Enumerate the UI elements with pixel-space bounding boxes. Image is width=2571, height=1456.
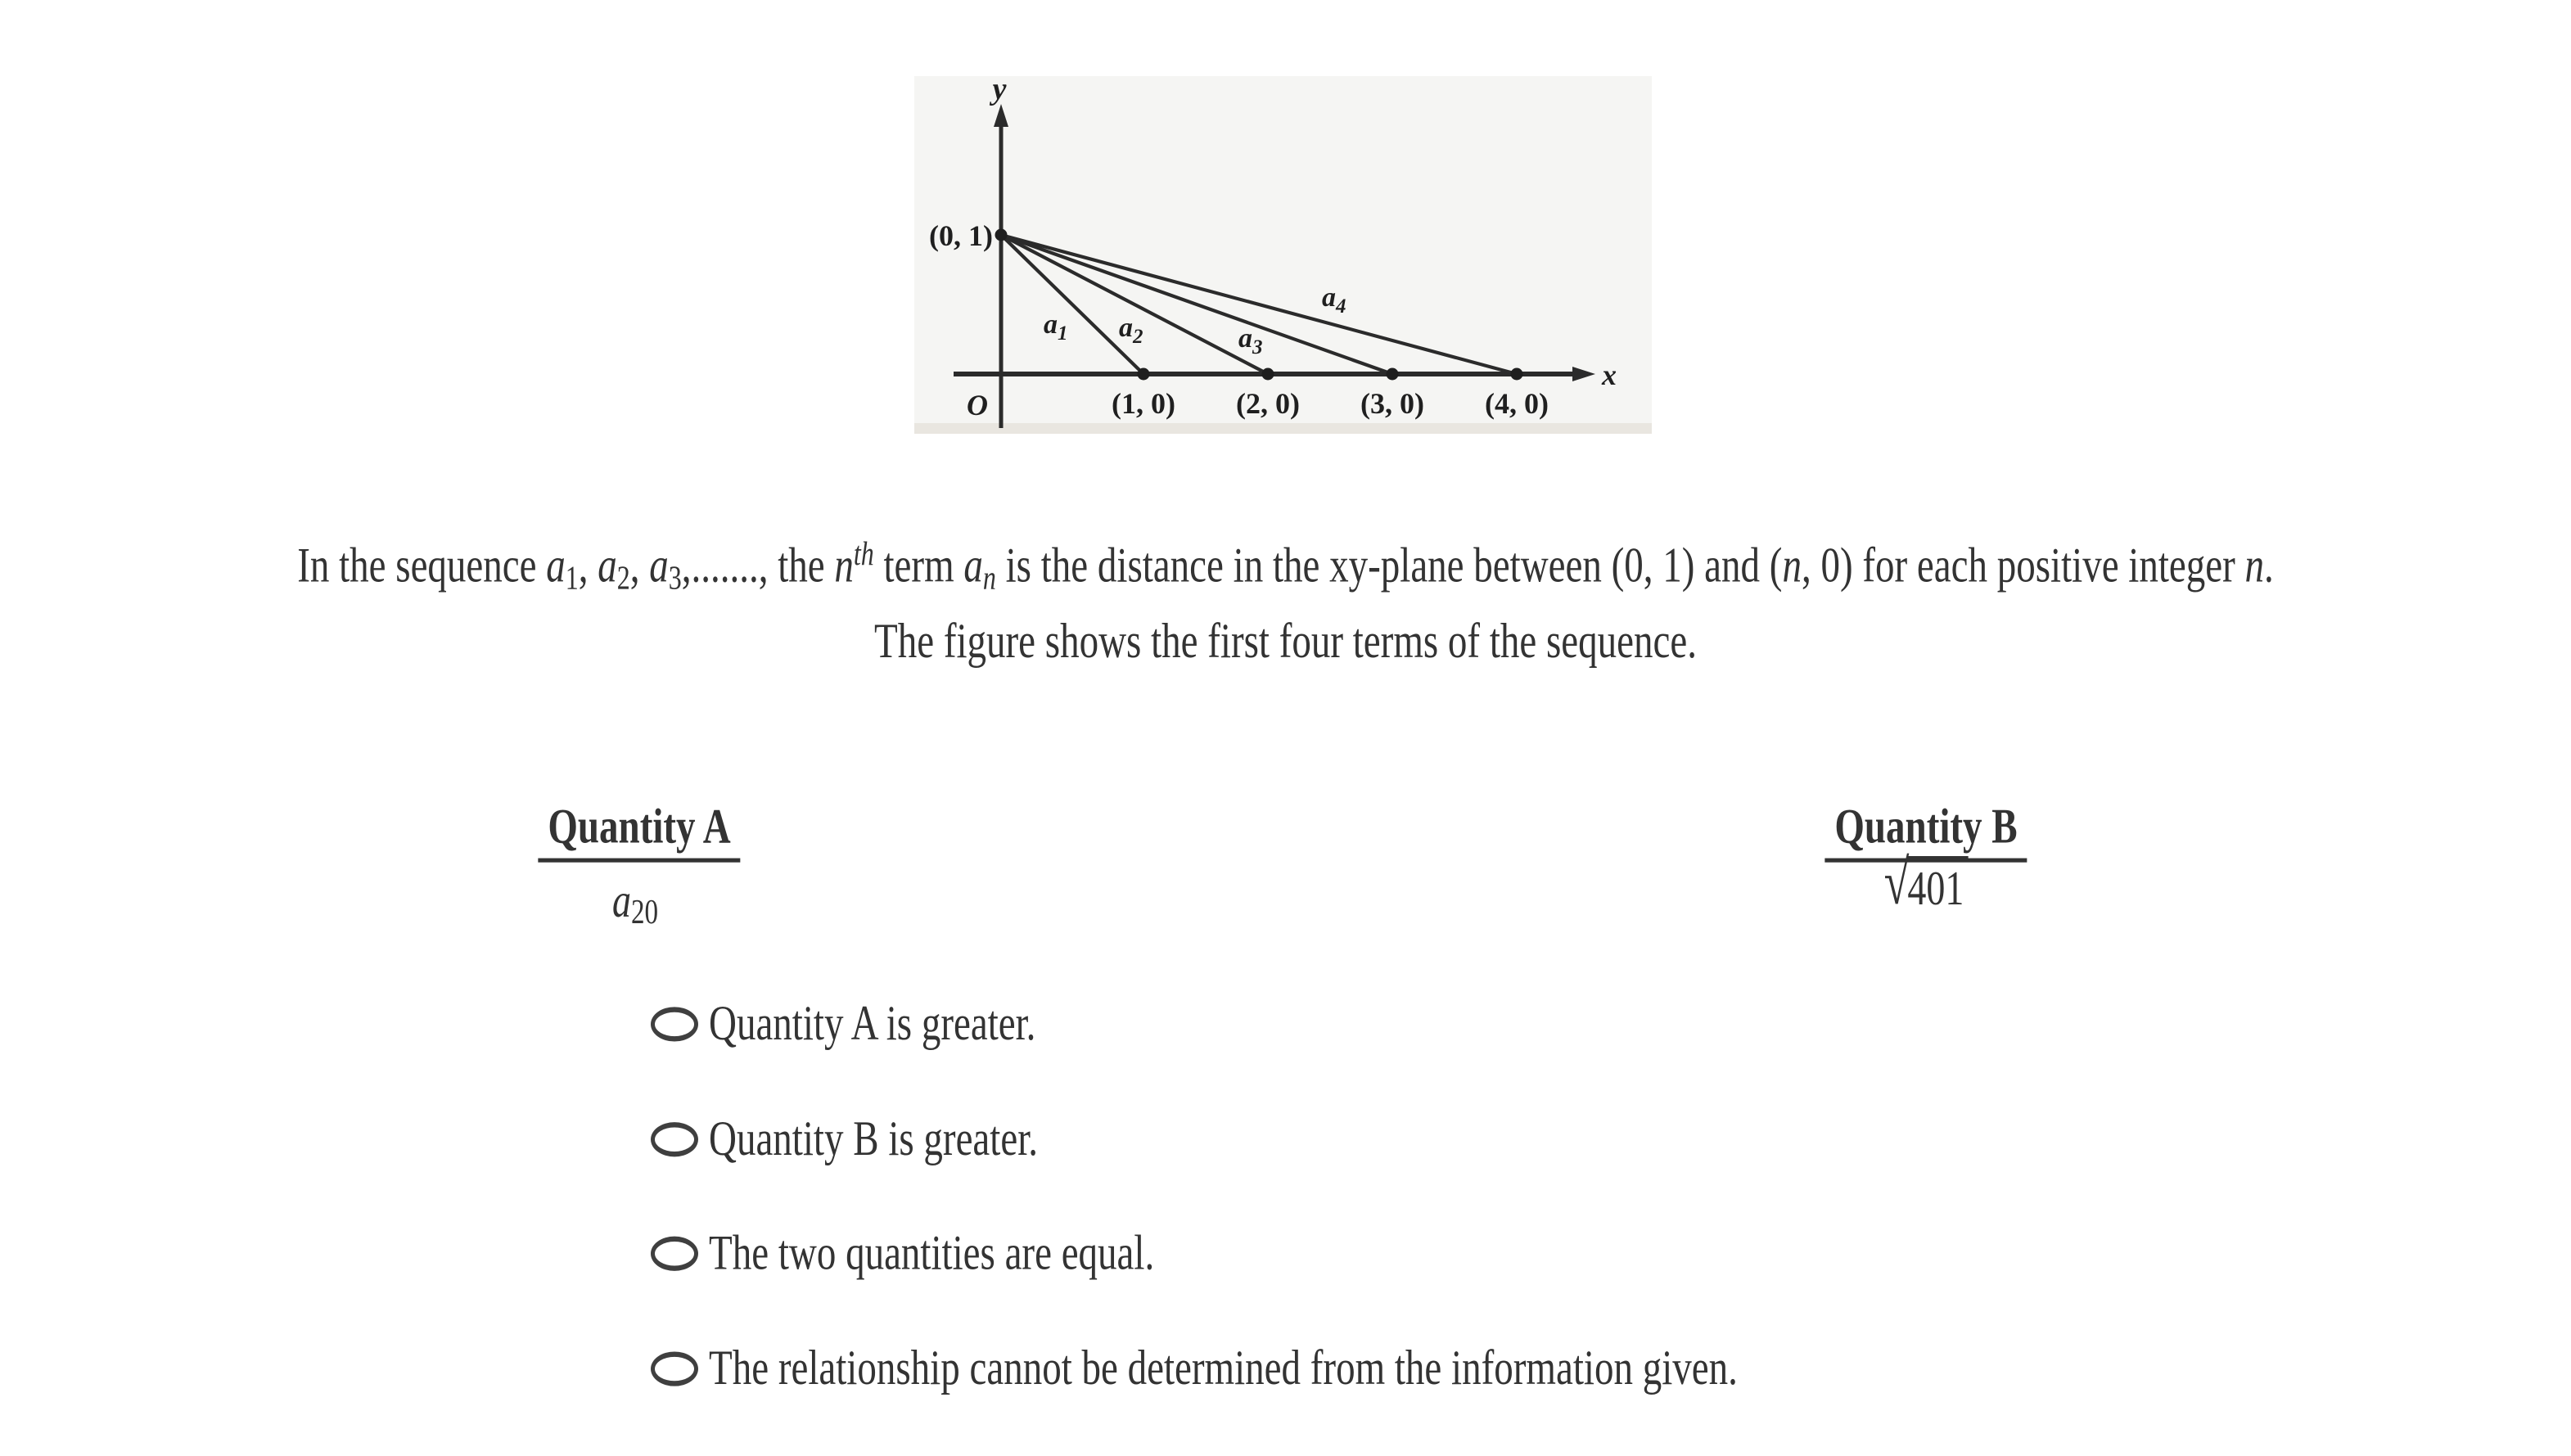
- quantity-a-value-subscript: 20: [630, 892, 659, 932]
- radio-button[interactable]: [651, 1121, 698, 1156]
- question-content: [0, 516, 2571, 1456]
- coordinate-figure: [914, 76, 1652, 434]
- option-label: The two quantities are equal.: [709, 1225, 1155, 1281]
- quantity-a-value: [612, 872, 658, 932]
- fixed-point-label: (0, 1): [929, 219, 993, 252]
- x-intercept-dot-1: [1138, 368, 1150, 381]
- x-axis-label: x: [1602, 358, 1617, 391]
- segment-label-a3: $a_3$: [1238, 323, 1263, 358]
- radio-button[interactable]: [651, 1351, 698, 1386]
- question-line-2: The figure shows the first four terms of the sequence.: [874, 614, 1697, 669]
- figure-bottom-strip: [914, 423, 1652, 434]
- origin-label: O: [967, 389, 988, 421]
- quantity-a-column: [538, 799, 740, 863]
- coordinate-figure-svg: [914, 76, 1652, 434]
- quantity-b-value: [1883, 848, 1969, 919]
- x-intercept-label-4: (4, 0): [1485, 387, 1549, 420]
- segment-label-a2: $a_2$: [1119, 313, 1143, 348]
- x-intercept-label-3: (3, 0): [1360, 387, 1424, 420]
- option-label: Quantity A is greater.: [709, 996, 1036, 1052]
- option-row-quantity-a-greater[interactable]: [651, 996, 1036, 1052]
- question-paragraph: [0, 522, 2571, 674]
- quantity-b-column: [1825, 799, 2027, 863]
- radio-button[interactable]: [651, 1007, 698, 1041]
- option-row-cannot-be-determined[interactable]: [651, 1341, 1738, 1396]
- figure-background: [914, 76, 1652, 434]
- radical-sign: √: [1883, 848, 1910, 919]
- y-axis-label: y: [992, 76, 1007, 106]
- segment-label-a1: $a_1$: [1044, 309, 1068, 345]
- radicand: 401: [1906, 856, 1968, 914]
- option-label: The relationship cannot be determined from the information given.: [709, 1341, 1738, 1396]
- fixed-point-dot: [995, 229, 1008, 241]
- option-row-quantity-b-greater[interactable]: [651, 1111, 1039, 1166]
- x-intercept-label-2: (2, 0): [1236, 387, 1300, 420]
- question-line-1: In the sequence a1, a2, a3,......., the $n^{th}$ term an is the distance in the xy-plane between (0, 1) and (n, 0) for each positive integer n.: [297, 535, 2274, 597]
- quantity-a-header: Quantity A: [538, 799, 740, 863]
- radio-button[interactable]: [651, 1236, 698, 1270]
- option-row-quantities-equal[interactable]: [651, 1225, 1155, 1281]
- x-intercept-dot-3: [1387, 368, 1399, 381]
- x-intercept-label-1: (1, 0): [1112, 387, 1175, 420]
- x-intercept-dot-2: [1262, 368, 1274, 381]
- segment-label-a4: $a_4$: [1322, 282, 1346, 318]
- quantity-b-header: Quantity B: [1825, 799, 2027, 863]
- quantity-a-value-base: a: [611, 873, 631, 928]
- x-intercept-dot-4: [1511, 368, 1523, 381]
- option-label: Quantity B is greater.: [709, 1111, 1039, 1166]
